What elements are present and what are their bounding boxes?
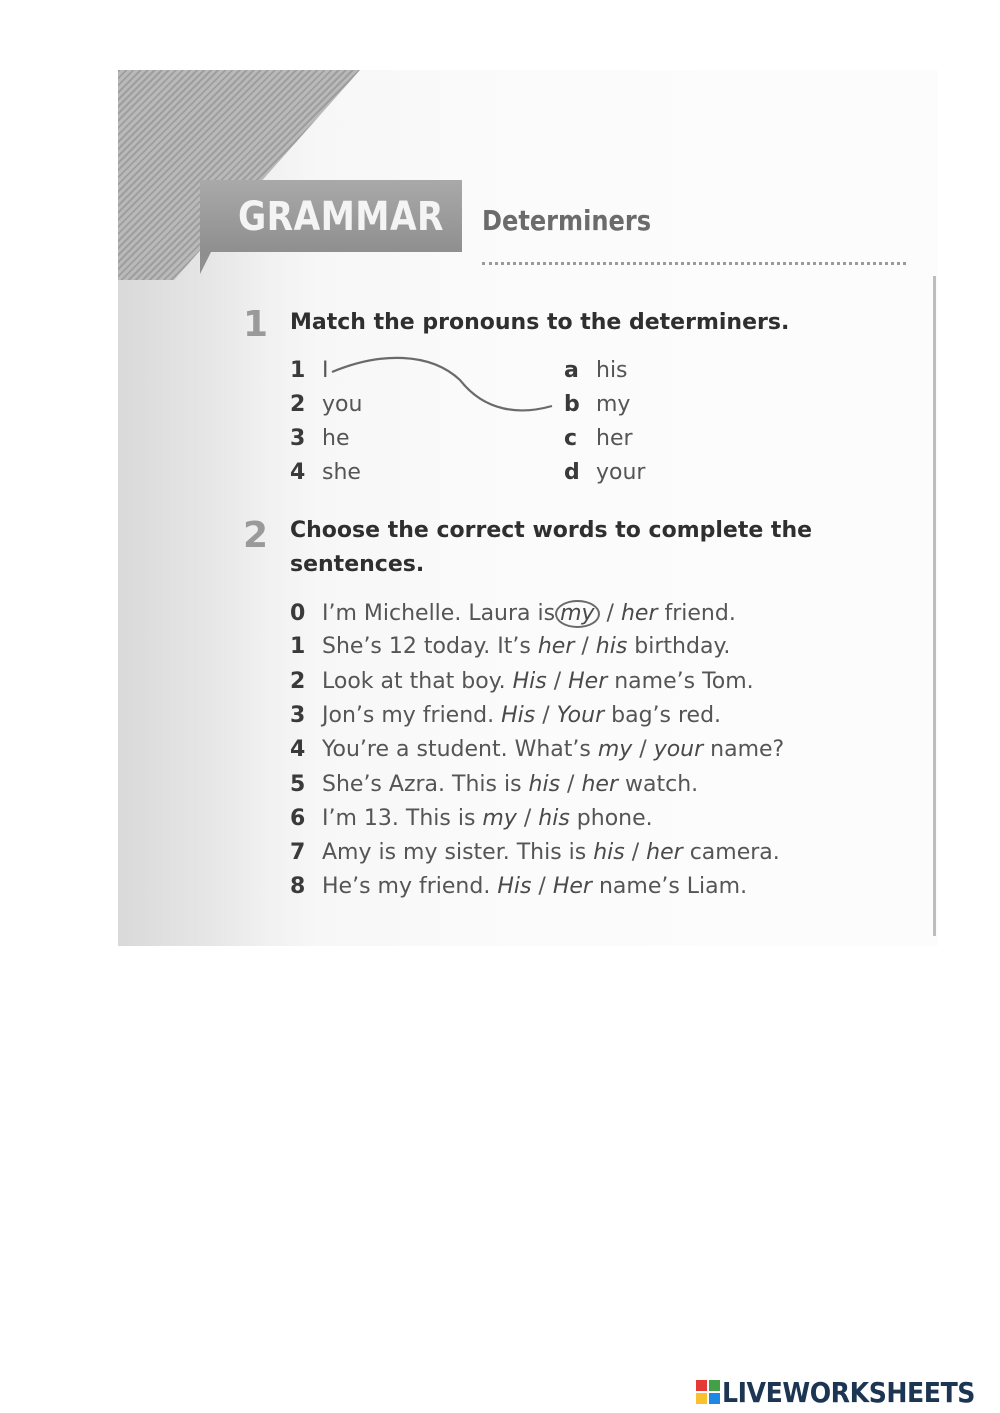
- option-1[interactable]: my: [560, 601, 595, 626]
- pronoun-word: she: [322, 460, 361, 485]
- determiner-item: [564, 392, 630, 417]
- option-separator: /: [574, 634, 596, 660]
- determiner-letter: a: [564, 358, 579, 383]
- option-1[interactable]: His: [512, 668, 547, 694]
- sentence-row: [290, 840, 780, 865]
- section-subtitle: Determiners: [482, 204, 652, 237]
- option-separator: /: [516, 805, 539, 831]
- determiner-word: my: [596, 392, 631, 417]
- option-2[interactable]: her: [646, 840, 683, 866]
- sentence-number: 8: [290, 874, 306, 900]
- pronoun-word: you: [322, 392, 363, 417]
- determiner-letter: b: [564, 392, 580, 417]
- exercise-2-instruction-line2: sentences.: [290, 552, 425, 577]
- sentence-row: [290, 669, 754, 694]
- sentence-row: [290, 737, 784, 762]
- matching-line: [320, 350, 560, 430]
- option-2[interactable]: your: [653, 737, 704, 763]
- sentence-row: [290, 600, 736, 628]
- option-2[interactable]: her: [581, 771, 618, 797]
- determiner-letter: c: [564, 426, 578, 451]
- sentence-text-after: name’s Tom.: [607, 668, 754, 694]
- determiner-item: [564, 460, 645, 485]
- option-2[interactable]: her: [620, 601, 658, 626]
- option-1[interactable]: his: [593, 840, 625, 866]
- pronoun-number: 4: [290, 460, 306, 485]
- option-1[interactable]: her: [537, 634, 575, 660]
- circled-answer[interactable]: [555, 600, 599, 628]
- determiner-word: his: [596, 358, 628, 383]
- sentence-row: [290, 703, 721, 728]
- pronoun-number: 3: [290, 426, 306, 451]
- exercise-1-number: 1: [243, 304, 269, 345]
- pronoun-item: [290, 460, 361, 485]
- sentence-text-after: watch.: [618, 771, 699, 797]
- pronoun-word: he: [322, 426, 350, 451]
- sentence-text-before: Amy is my sister. This is: [322, 840, 594, 866]
- sentence-row: [290, 874, 747, 899]
- sentence-text-before: Jon’s my friend.: [322, 702, 502, 728]
- sentence-text-before: He’s my friend.: [322, 874, 498, 900]
- logo-text: LIVEWORKSHEETS: [722, 1376, 976, 1409]
- sentence-text-before: Look at that boy.: [322, 668, 513, 694]
- sentence-text-before: She’s 12 today. It’s: [322, 634, 538, 660]
- sentence-number: 1: [290, 634, 306, 660]
- sentence-text-after: phone.: [569, 805, 653, 831]
- exercise-2-instruction: [290, 514, 812, 582]
- determiner-word: your: [596, 460, 646, 485]
- option-separator: /: [546, 668, 569, 694]
- logo-mark-icon: [696, 1380, 720, 1404]
- sentence-text-after: birthday.: [627, 634, 731, 660]
- option-separator: /: [535, 702, 557, 728]
- exercise-2-instruction-line1: Choose the correct words to complete the: [290, 518, 813, 543]
- sentence-number: 3: [290, 702, 306, 728]
- sentence-number: 7: [290, 840, 306, 866]
- sentence-text-before: She’s Azra. This is: [322, 771, 529, 797]
- pronoun-number: 1: [290, 358, 306, 383]
- option-separator: /: [599, 601, 621, 626]
- option-separator: /: [624, 840, 647, 866]
- liveworksheets-logo: [696, 1376, 996, 1410]
- sentence-text-after: friend.: [657, 601, 736, 626]
- option-2[interactable]: Your: [556, 702, 605, 728]
- determiner-item: [564, 358, 628, 383]
- option-1[interactable]: his: [528, 771, 561, 797]
- sentence-number: 6: [290, 805, 306, 831]
- option-separator: /: [632, 737, 654, 763]
- option-1[interactable]: His: [497, 874, 532, 900]
- determiner-item: [564, 426, 633, 451]
- sentence-number: 5: [290, 771, 306, 797]
- sentence-number: 4: [290, 737, 306, 763]
- option-1[interactable]: my: [597, 737, 633, 763]
- option-separator: /: [560, 771, 582, 797]
- banner-title: GRAMMAR: [238, 194, 444, 240]
- sentence-text-before: You’re a student. What’s: [322, 737, 598, 763]
- sentence-number: 0: [290, 601, 306, 626]
- right-margin-line: [933, 276, 936, 936]
- pronoun-word: I: [322, 358, 329, 383]
- option-2[interactable]: his: [595, 634, 628, 660]
- sentence-row: [290, 634, 730, 659]
- dotted-divider: [482, 262, 906, 265]
- pronoun-number: 2: [290, 392, 306, 417]
- sentence-row: [290, 806, 653, 831]
- sentence-row: [290, 772, 698, 797]
- sentence-text-after: camera.: [682, 840, 780, 866]
- determiner-letter: d: [564, 460, 580, 485]
- option-separator: /: [531, 874, 553, 900]
- option-2[interactable]: his: [538, 805, 570, 831]
- sentence-text-after: bag’s red.: [604, 702, 722, 728]
- sentence-text-before: I’m Michelle. Laura is: [322, 601, 556, 626]
- sentence-text-after: name’s Liam.: [591, 874, 748, 900]
- sentence-text-before: I’m 13. This is: [322, 805, 483, 831]
- option-1[interactable]: His: [501, 702, 536, 728]
- determiner-word: her: [596, 426, 633, 451]
- sentence-text-after: name?: [703, 737, 785, 763]
- option-2[interactable]: Her: [568, 668, 608, 694]
- option-2[interactable]: Her: [552, 874, 592, 900]
- option-1[interactable]: my: [482, 805, 517, 831]
- exercise-2-number: 2: [243, 515, 269, 556]
- sentence-number: 2: [290, 668, 306, 694]
- exercise-1-instruction: Match the pronouns to the determiners.: [290, 310, 790, 335]
